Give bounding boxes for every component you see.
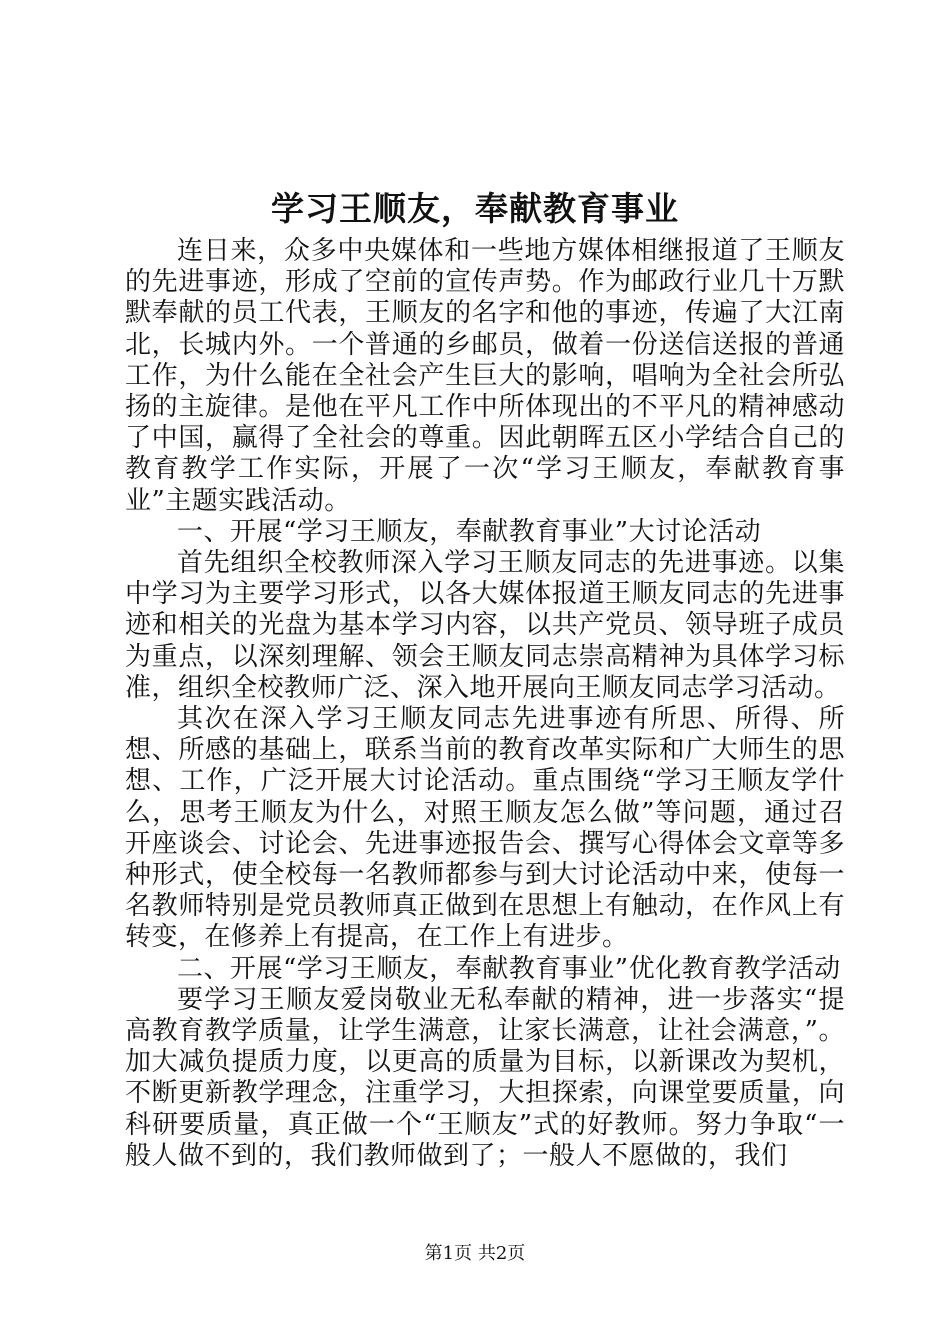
paragraph-discussion: 其次在深入学习王顺友同志先进事迹有所思、所得、所想、所感的基础上，联系当前的教育改革实际和广大师生的思想、工作，广泛开展大讨论活动。重点围绕“学习王顺友学什么，思考王顺友为什么，对照王顺友怎么做”等问题，通过召开座谈会、讨论会、先进事迹报告会、撰写心得体会文章等多种形式，使全校每一名教师都参与到大讨论活动中来，使每一名教师特别是党员教师真正做到在思想上有触动，在作风上有转变，在修养上有提高，在工作上有进步。	[125, 704, 845, 953]
paragraph-teaching: 要学习王顺友爱岗敬业无私奉献的精神，进一步落实“提高教育教学质量，让学生满意，让家长满意，让社会满意，”。加大减负提质力度，以更高的质量为目标，以新课改为契机，不断更新教学理念，注重学习，大担探索，向课堂要质量，向科研要质量，真正做一个“王顺友”式的好教师。努力争取“一般人做不到的，我们教师做到了；一般人不愿做的，我们	[125, 984, 845, 1171]
paragraph-study: 首先组织全校教师深入学习王顺友同志的先进事迹。以集中学习为主要学习形式，以各大媒体报道王顺友同志的先进事迹和相关的光盘为基本学习内容，以共产党员、领导班子成员为重点，以深刻理解、领会王顺友同志崇高精神为具体学习标准，组织全校教师广泛、深入地开展向王顺友同志学习活动。	[125, 548, 845, 703]
document-title: 学习王顺友，奉献教育事业	[271, 189, 679, 228]
document-body	[125, 236, 845, 1172]
section-heading-2: 二、开展“学习王顺友，奉献教育事业”优化教育教学活动	[177, 953, 841, 984]
page-footer: 第1页 共2页	[424, 1243, 526, 1264]
section-heading-1: 一、开展“学习王顺友，奉献教育事业”大讨论活动	[177, 516, 762, 547]
paragraph-intro: 连日来，众多中央媒体和一些地方媒体相继报道了王顺友的先进事迹，形成了空前的宣传声势。作为邮政行业几十万默默奉献的员工代表，王顺友的名字和他的事迹，传遍了大江南北，长城内外。一个普通的乡邮员，做着一份送信送报的普通工作，为什么能在全社会产生巨大的影响，唱响为全社会所弘扬的主旋律。是他在平凡工作中所体现出的不平凡的精神感动了中国，赢得了全社会的尊重。因此朝晖五区小学结合自己的教育教学工作实际，开展了一次“学习王顺友，奉献教育事业”主题实践活动。	[125, 236, 845, 516]
